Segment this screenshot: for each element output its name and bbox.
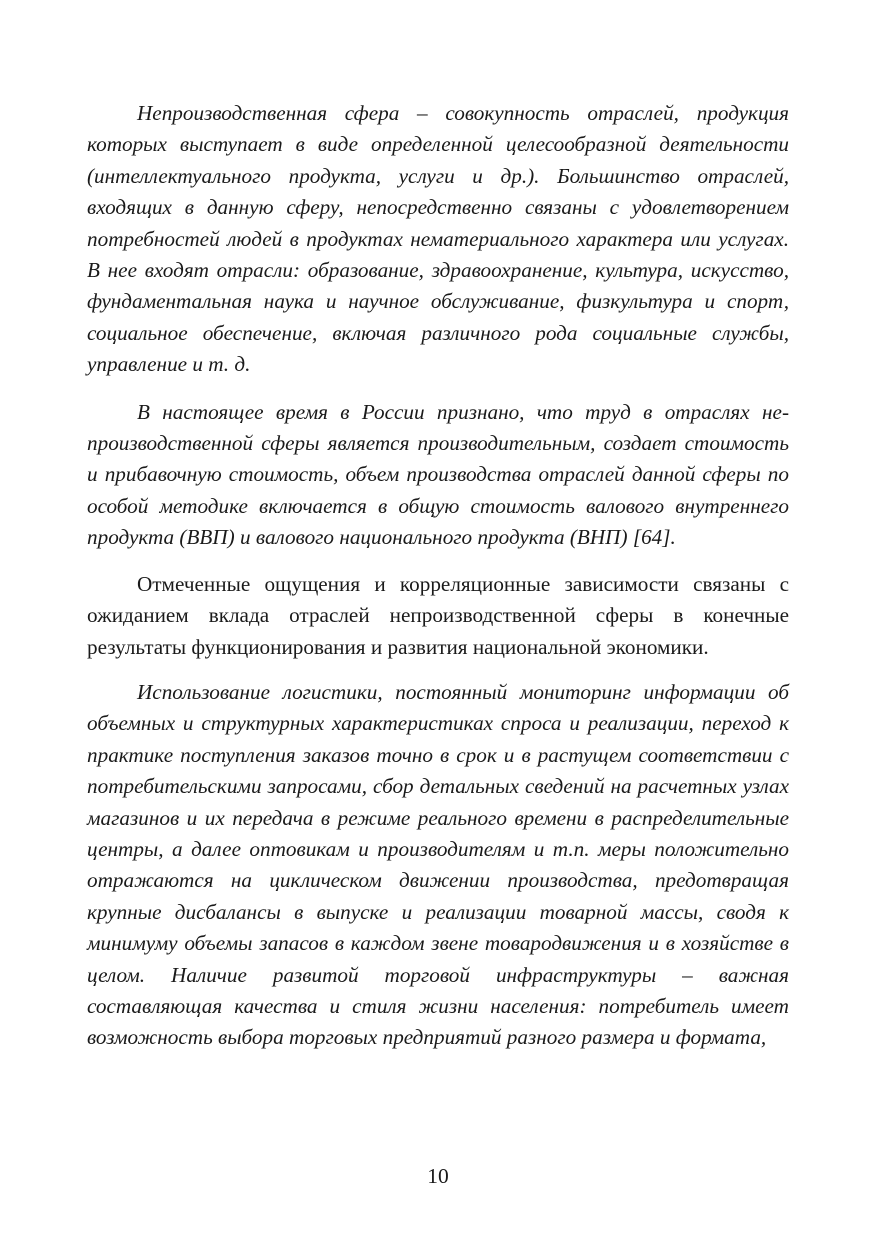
paragraph-non-production-sphere: Непроизводственная сфера – совокупность отраслей, продукция которых выступает в виде определенной целесообразной деятельности (интеллектуального продукта, услуги и др.). Большинство отраслей, входящих в данную сферу, непосредственно связаны с удовлетворением потребностей людей в продуктах нематериального характера или услугах. В нее входят отрасли: образование, здравоохранение, культура, искусство, фундаментальная наука и научное обслуживание, физкультура и спорт, социальное обеспечение, включая различного рода социальные службы, управление и т. д. [87, 101, 789, 377]
page-body [87, 98, 789, 1054]
paragraph-correlation-dependencies: Отмеченные ощущения и корреляционные зависимости связаны с ожиданием вклада отраслей непроизводственной сферы в конечные результаты функционирования и развития национальной экономики. [87, 571, 789, 659]
paragraph-logistics-usage: Использование логистики, постоянный мониторинг информации об объемных и структурных характеристиках спроса и реализации, переход к практике поступления заказов точно в срок и в растущем соответствии с потребительскими запросами, сбор детальных сведений на расчетных узлах магазинов и их передача в режиме реального времени в распределительные центры, а далее оптовикам и производителям и т.п. меры положительно отражаются на циклическом движении производства, предотвращая крупные дисбалансы в выпуске и реализации товарной массы, сводя к минимуму объемы запасов в каждом звене товародвижения и в хозяйстве в целом. Наличие развитой торговой инфраструктуры – важная составляющая качества и стиля жизни населения: потребитель имеет возможность выбора торговых предприятий разного размера и формата, [87, 679, 789, 1050]
page-number: 10 [427, 1164, 449, 1188]
paragraph-russia-recognition: В настоящее время в России признано, что труд в отраслях непроизводственной сферы является производительным, создает стоимость и прибавочную стоимость, объем производства отраслей данной сферы по особой методике включается в общую стоимость валового внутреннего продукта (ВВП) и валового национального продукта (ВНП) [64]. [87, 399, 789, 550]
